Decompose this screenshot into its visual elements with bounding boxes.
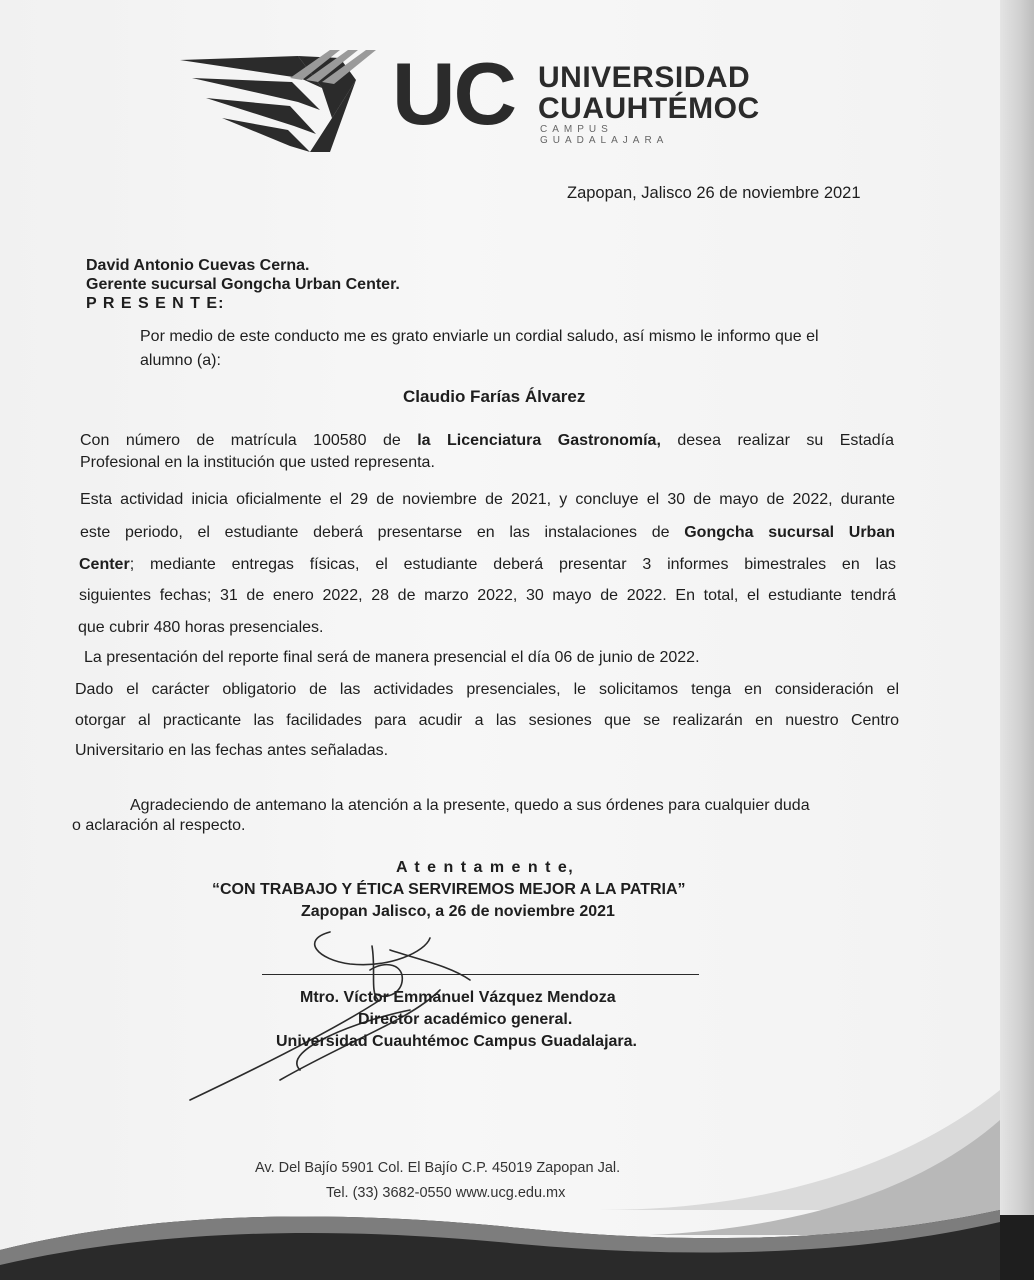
paragraph-2-line-4: siguientes fechas; 31 de enero 2022, 28 de marzo 2022, 30 mayo de 2022. En total, el estudiante tendrá: [79, 587, 896, 604]
signature-line: [262, 974, 699, 975]
logo-campus: CAMPUS GUADALAJARA: [540, 124, 669, 146]
page-edge: [1000, 0, 1034, 1280]
p2-text-b: ; mediante entregas físicas, el estudiante deberá presentar 3 informes bimestrales en las: [129, 556, 896, 573]
background-corner: [1000, 1215, 1034, 1280]
intro-line-1: Por medio de este conducto me es grato enviarle un cordial saludo, así mismo le informo que el: [140, 328, 819, 345]
footer-contact: Tel. (33) 3682-0550 www.ucg.edu.mx: [326, 1185, 566, 1201]
paragraph-2-line-3: [79, 554, 896, 576]
p1-text-a: Con número de matrícula 100580 de: [80, 432, 418, 449]
paragraph-4-line-2: otorgar al practicante las facilidades para acudir a las sesiones que se realizarán en nuestro Centro: [75, 712, 899, 729]
eagle-logo-icon: [180, 48, 385, 158]
paragraph-5-line-2: o aclaración al respecto.: [72, 817, 246, 834]
date-line: Zapopan, Jalisco 26 de noviembre 2021: [567, 184, 861, 202]
p2-company-cont: Center: [79, 556, 130, 573]
intro-line-2: alumno (a):: [140, 352, 221, 369]
footer-address: Av. Del Bajío 5901 Col. El Bajío C.P. 45019 Zapopan Jal.: [255, 1160, 621, 1176]
closing-place-date: Zapopan Jalisco, a 26 de noviembre 2021: [301, 903, 615, 920]
paragraph-5-line-1: Agradeciendo de antemano la atención a la presente, quedo a sus órdenes para cualquier duda: [130, 797, 810, 814]
logo-name-line2: CUAUHTÉMOC: [538, 92, 760, 125]
paragraph-3: La presentación del reporte final será de manera presencial el día 06 de junio de 2022.: [84, 649, 700, 666]
recipient-position: Gerente sucursal Gongcha Urban Center.: [86, 276, 400, 293]
signatory-title: Director académico general.: [358, 1011, 573, 1028]
p2-company: Gongcha sucursal Urban: [684, 524, 895, 541]
logo-name: [538, 62, 760, 124]
paragraph-1-line-2: Profesional en la institución que usted representa.: [80, 454, 435, 471]
paragraph-1-line-1: [80, 430, 894, 452]
paragraph-4-line-3: Universitario en las fechas antes señaladas.: [75, 742, 389, 759]
university-logo: [180, 44, 760, 158]
p1-text-c: desea realizar su Estadía: [660, 432, 895, 449]
paragraph-2-line-5: que cubrir 480 horas presenciales.: [78, 619, 324, 636]
recipient-name: David Antonio Cuevas Cerna.: [86, 257, 310, 274]
p2-text-a: este periodo, el estudiante deberá presentarse en las instalaciones de: [80, 524, 685, 541]
logo-initials: UC: [392, 44, 516, 143]
logo-name-line1: UNIVERSIDAD: [538, 61, 751, 94]
paragraph-2-line-2: [80, 522, 895, 544]
signatory-name: Mtro. Víctor Emmanuel Vázquez Mendoza: [300, 989, 616, 1006]
p1-career: la Licenciatura Gastronomía,: [417, 432, 661, 449]
paragraph-4-line-1: Dado el carácter obligatorio de las actividades presenciales, le solicitamos tenga en consideración el: [75, 681, 899, 698]
paragraph-2-line-1: Esta actividad inicia oficialmente el 29 de noviembre de 2021, y concluye el 30 de mayo de 2022, durante: [80, 491, 895, 508]
signatory-institution: Universidad Cuauhtémoc Campus Guadalajara.: [276, 1033, 637, 1050]
closing-atentamente: A t e n t a m e n t e,: [396, 859, 575, 876]
student-name: Claudio Farías Álvarez: [403, 387, 586, 406]
closing-motto: “CON TRABAJO Y ÉTICA SERVIREMOS MEJOR A LA PATRIA”: [212, 881, 686, 898]
recipient-presente: P R E S E N T E:: [86, 295, 225, 312]
